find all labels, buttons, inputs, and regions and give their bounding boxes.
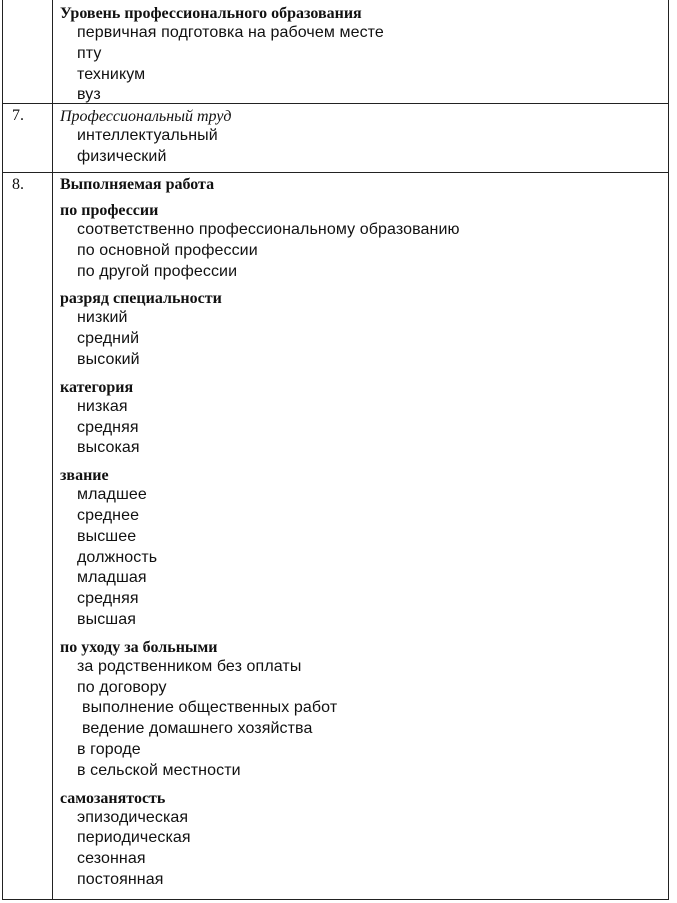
list-item: за родственником без оплаты	[77, 657, 302, 675]
item-list	[60, 308, 657, 370]
column-divider	[52, 0, 53, 900]
list-item: средняя	[77, 590, 139, 608]
row-number: 8.	[12, 176, 24, 193]
list-item: младшая	[77, 569, 147, 587]
group-title: звание	[60, 467, 109, 485]
list-item: соответственно профессиональному образованию	[77, 221, 460, 238]
group-title: по профессии	[60, 202, 159, 219]
row-professional-work	[60, 107, 657, 168]
item-list	[60, 808, 657, 891]
row-divider	[2, 172, 669, 173]
list-item: первичная подготовка на рабочем месте	[77, 24, 384, 41]
list-item: младшее	[77, 486, 147, 504]
row-title: Профессиональный труд	[60, 108, 232, 125]
list-item: в городе	[77, 740, 141, 758]
list-item: физический	[77, 147, 167, 165]
list-item: периодическая	[77, 829, 191, 847]
list-item: пту	[77, 44, 102, 62]
list-item: по основной профессии	[77, 241, 258, 259]
table-bottom-border	[2, 899, 669, 900]
group-title: по уходу за больными	[60, 638, 218, 656]
item-list	[60, 397, 657, 459]
row-title: Уровень профессионального образования	[60, 5, 362, 22]
list-item: эпизодическая	[77, 808, 189, 826]
group-title: самозанятость	[60, 789, 166, 807]
list-item: высокий	[77, 350, 140, 368]
item-list	[60, 485, 657, 631]
list-item: высокая	[77, 439, 140, 457]
group-title: разряд специальности	[60, 290, 222, 308]
item-list	[60, 126, 657, 168]
group-title: категория	[60, 378, 134, 396]
list-item: ведение домашнего хозяйства	[82, 720, 313, 738]
list-item: постоянная	[77, 870, 164, 888]
list-item: в сельской местности	[77, 761, 241, 779]
row-education-level	[60, 4, 657, 106]
list-item: по договору	[77, 678, 167, 696]
list-item: средняя	[77, 418, 139, 436]
item-list	[60, 23, 657, 106]
item-list	[60, 220, 657, 282]
list-item: низкая	[77, 397, 128, 415]
list-item: сезонная	[77, 850, 146, 868]
table-left-border	[2, 0, 3, 900]
list-item: по другой профессии	[77, 262, 238, 280]
list-item: должность	[77, 548, 158, 566]
list-item: низкий	[77, 309, 128, 327]
list-item: средний	[77, 330, 140, 348]
item-list	[60, 657, 657, 782]
row-number: 7.	[12, 107, 24, 124]
list-item: интеллектуальный	[77, 127, 218, 144]
row-title: Выполняемая работа	[60, 176, 215, 193]
list-item: высшая	[77, 610, 136, 628]
list-item: вуз	[77, 86, 101, 104]
row-work-performed	[60, 175, 657, 891]
list-item: среднее	[77, 506, 140, 524]
list-item: выполнение общественных работ	[82, 699, 338, 717]
list-item: техникум	[77, 65, 146, 83]
list-item: высшее	[77, 527, 137, 545]
table-right-border	[668, 0, 669, 900]
